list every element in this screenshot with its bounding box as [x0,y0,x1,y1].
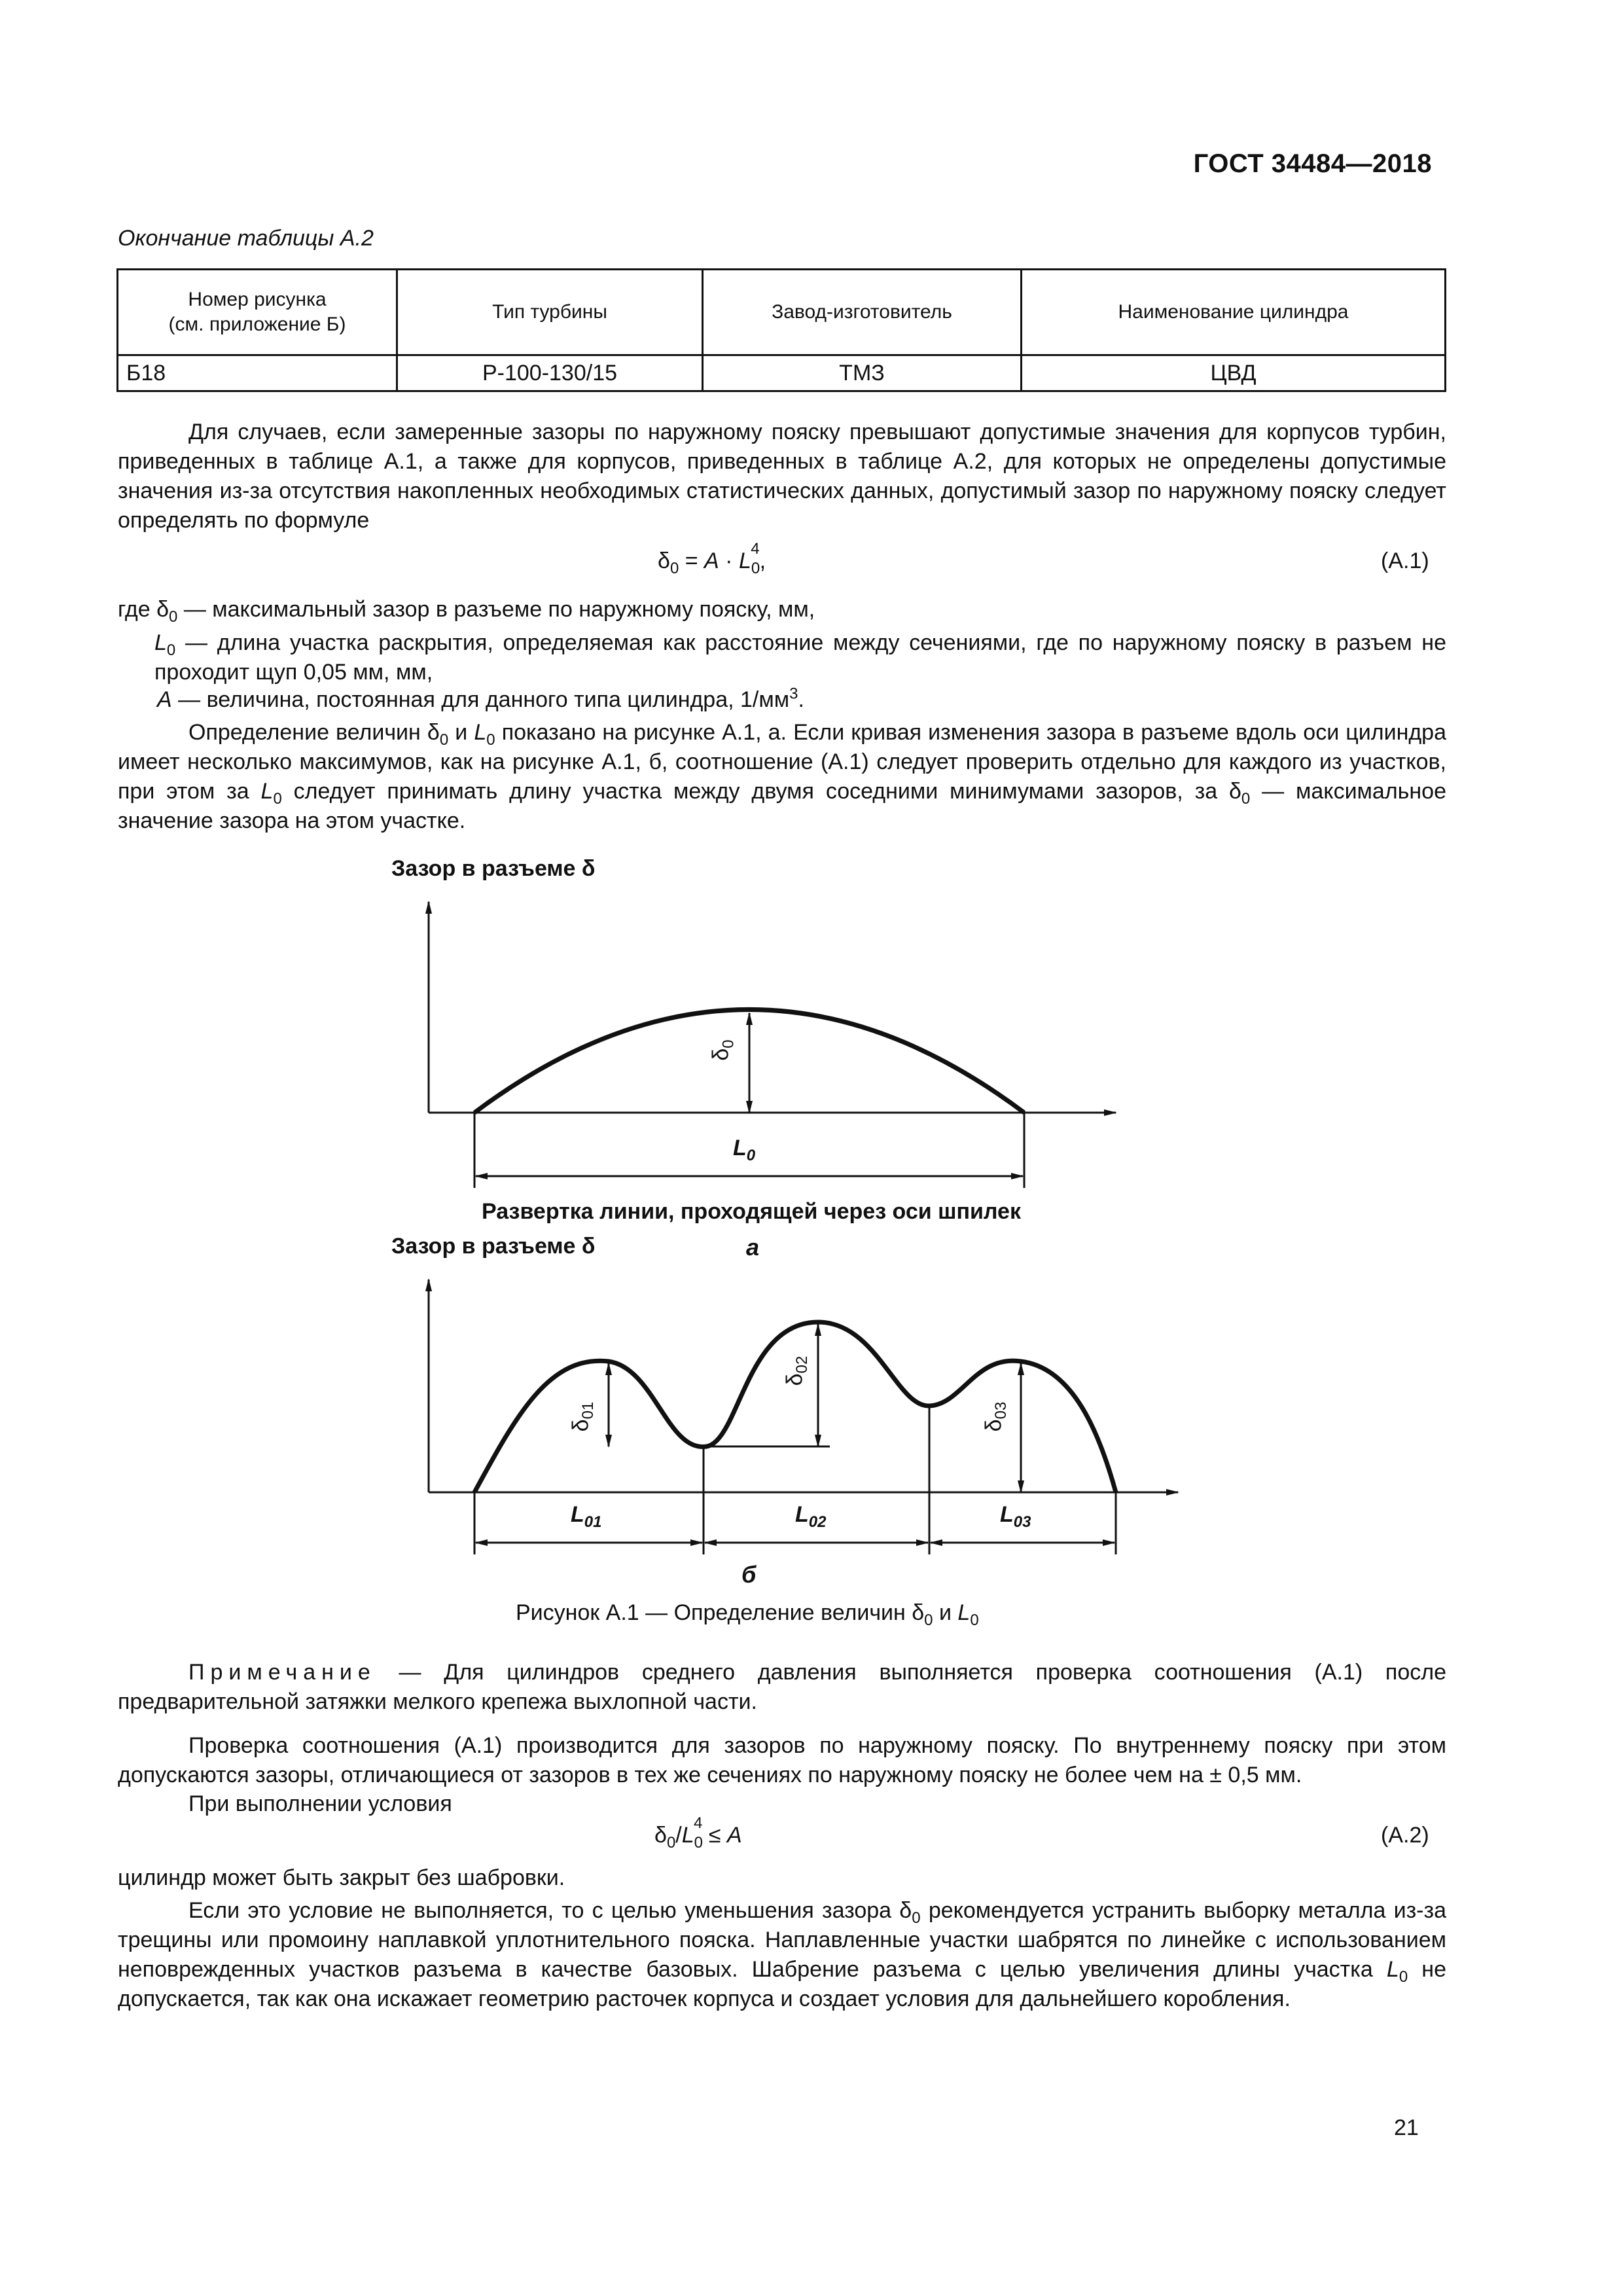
chart-b-L01-label: $L_{01}$ [571,1502,602,1531]
header-figure-number: Номер рисунка (см. приложение Б) [118,270,397,355]
chart-b-L03-label: $L_{03}$ [1000,1502,1031,1531]
paragraph-4: При выполнении условия [188,1791,452,1816]
figure-caption: Рисунок А.1 — Определение величин $\delta_0$ и $L_0$ [516,1600,979,1629]
chart-a-sublabel: а [746,1234,760,1261]
chart-b-delta01-label: $\delta_{01}$ [568,1401,597,1432]
chart-a-axis-label: Зазор в разъеме δ [391,856,596,881]
standard-number: ГОСТ 34484—2018 [1193,149,1432,178]
where-delta0: где $\delta_0$ — максимальный зазор в разъеме по наружному пояску, мм, [118,597,815,626]
chart-a [429,902,1116,1188]
equation-label-a2: (А.2) [1381,1823,1429,1848]
paragraph-1: Для случаев, если замеренные зазоры по наружному пояску превышают допустимые значения для корпусов турбин, приведенных в таблице А.1, а также для корпусов, приведенных в таблице А.2, для которых не определены допустимые значения из-за отсутствия накопленных необходимых статистических данных, допустимый зазор по наружному пояску следует определять по формуле [118,420,1446,533]
header-manufacturer: Завод-изготовитель [703,270,1022,355]
cell-cylinder: ЦВД [1022,355,1446,391]
chart-b-delta03-label: $\delta_{03}$ [981,1401,1010,1432]
cell-turbine: Р-100-130/15 [397,355,703,391]
chart-b-L02-label: $L_{02}$ [795,1502,827,1531]
chart-b-delta02-label: $\delta_{02}$ [782,1355,812,1386]
table-caption: Окончание таблицы А.2 [118,226,374,251]
chart-a-delta0-label: $\delta_0$ [708,1039,738,1061]
equation-label-a1: (А.1) [1381,548,1429,573]
formula-a1: $\delta_0 = A \cdot L_0^4$, [658,539,766,577]
chart-b-sublabel: б [741,1561,757,1588]
header-cylinder-name: Наименование цилиндра [1022,270,1446,355]
paragraph-3: Проверка соотношения (А.1) производится для зазоров по наружному пояску. По внутреннему пояску при этом допускаются зазоры, отличающиеся от зазоров в тех же сечениях по наружному пояску не более чем на ± 0,5 мм. [118,1733,1446,1787]
formula-a2: $\delta_0/L_0^4 \le A$ [654,1814,742,1852]
cell-manufacturer: ТМЗ [703,355,1022,391]
paragraph-6: Если это условие не выполняется, то с целью уменьшения зазора $\delta_0$ рекомендуется устранить выборку металла из-за трещины или промоину наплавкой уплотнительного пояска. Наплавленные участки шабрятся по линейке с использованием неповрежденных участков разъема в качестве базовых. Шабрение разъема с целью увеличения длины участка $L_0$ не допускается, так как она искажает геометрию расточек корпуса и создает условия для дальнейшего коробления. [118,1898,1446,2011]
paragraph-5: цилиндр может быть закрыт без шабровки. [118,1865,565,1890]
cell-figure: Б18 [118,355,397,391]
header-turbine-type: Тип турбины [397,270,703,355]
page-number: 21 [1394,2115,1419,2140]
chart-a-L0-label: $L_0$ [733,1136,756,1164]
where-L0: $L_0$ — длина участка раскрытия, определяемая как расстояние между сечениями, где по наружному пояску в разъем не проходит щуп 0,05 мм, мм, [154,630,1446,685]
note: Примечание — Для цилиндров среднего давления выполняется проверка соотношения (А.1) после предварительной затяжки мелкого крепежа выхлопной части. [118,1660,1446,1714]
chart-b-axis-label: Зазор в разъеме δ [391,1234,596,1259]
paragraph-2: Определение величин $\delta_0$ и $L_0$ показано на рисунке А.1, а. Если кривая изменения зазора в разъеме вдоль оси цилиндра имеет несколько максимумов, как на рисунке А.1, б, соотношение (А.1) следует проверить отдельно для каждого из участков, при этом за $L_0$ следует принимать длину участка между двумя соседними минимумами зазоров, за $\delta_0$ — максимальное значение зазора на этом участке. [118,720,1447,833]
chart-a-caption: Развертка линии, проходящей через оси шпилек [482,1199,1021,1224]
where-A: A — величина, постоянная для данного типа цилиндра, $1/мм^3$. [157,685,804,712]
